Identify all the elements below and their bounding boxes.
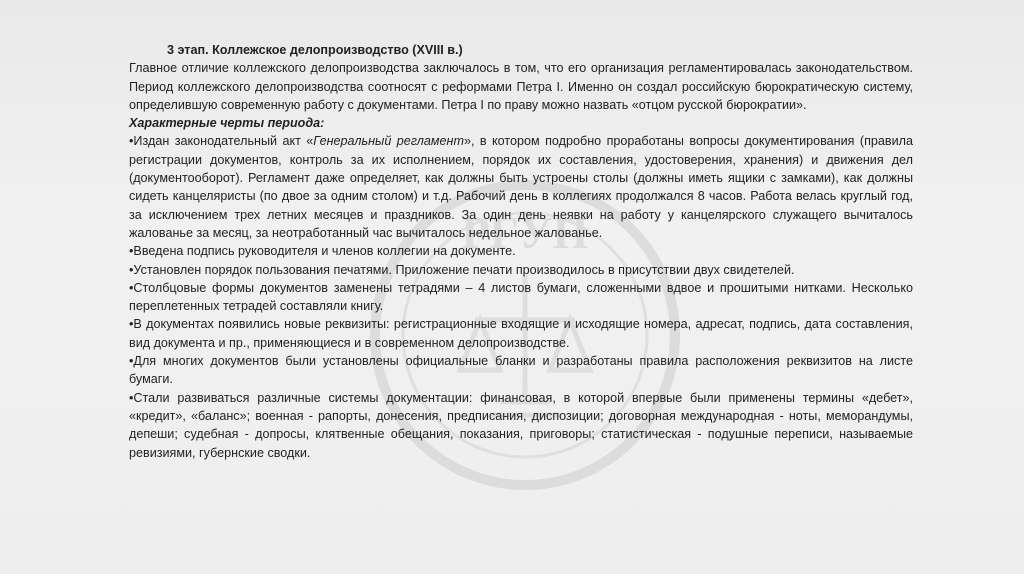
bullet-notebooks: • Столбцовые формы документов заменены тетрадями – 4 листов бумаги, сложенными вдвое и прошитыми нитками. Несколько переплетенных тетрадей составляли книгу. (129, 279, 913, 316)
section-title: 3 этап. Коллежское делопроизводство (XVIII в.) (167, 43, 463, 57)
document-body (129, 41, 913, 462)
bullet-documentation-systems: • Стали развиваться различные системы документации: финансовая, в которой впервые были применены термины «дебет», «кредит», «баланс»; военная - рапорты, донесения, предписания, диспозиции; договорная международная - ноты, меморандумы, депеши; судебная - допросы, клятвенные обещания, показания, приговоры; статистическая - подушные переписи, называемые ревизиями, губернские сводки. (129, 389, 913, 462)
bullet-seals: • Установлен порядок пользования печатями. Приложение печати производилось в присутствии двух свидетелей. (129, 261, 913, 279)
regulation-name: Генеральный регламент (313, 134, 464, 149)
bullet-general-regulation: • Издан законодательный акт «Генеральный регламент», в котором подробно проработаны вопросы документирования (правила регистрации документов, контроль за их исполнением, порядок их составления, удостоверения, хранения) и движения дел (документооборот). Регламент даже определяет, как должны быть устроены столы (должны иметь ящики с замками), как должны сидеть канцеляристы (по двое за одним столом) и т.д. Рабочий день в коллегиях продолжался 8 часов. Работа велась круглый год, за исключением трех летних месяцев и праздников. За один день неявки на работу у канцелярского служащего вычиталось жалованье за месяц, за неотработанный час вычиталось недельное жалованье. (129, 132, 913, 242)
bullet-requisites: • В документах появились новые реквизиты: регистрационные входящие и исходящие номера, адресат, подпись, дата составления, вид документа и пр., применяющиеся и в современном делопроизводстве. (129, 315, 913, 352)
features-heading: Характерные черты периода: (129, 116, 325, 131)
svg-text:РГУП: РГУП (461, 207, 589, 258)
intro-paragraph: Главное отличие коллежского делопроизводства заключалось в том, что его организация регламентировалась законодательством. Период коллежского делопроизводства соотносят с реформами Петра I. Именно он создал российскую бюрократическую систему, определившую современную работу с документами. Петра I по праву можно назвать «отцом русской бюрократии». (129, 61, 913, 112)
bullet-signature: • Введена подпись руководителя и членов коллегии на документе. (129, 242, 913, 260)
bullet-forms: • Для многих документов были установлены официальные бланки и разработаны правила расположения реквизитов на листе бумаги. (129, 352, 913, 389)
